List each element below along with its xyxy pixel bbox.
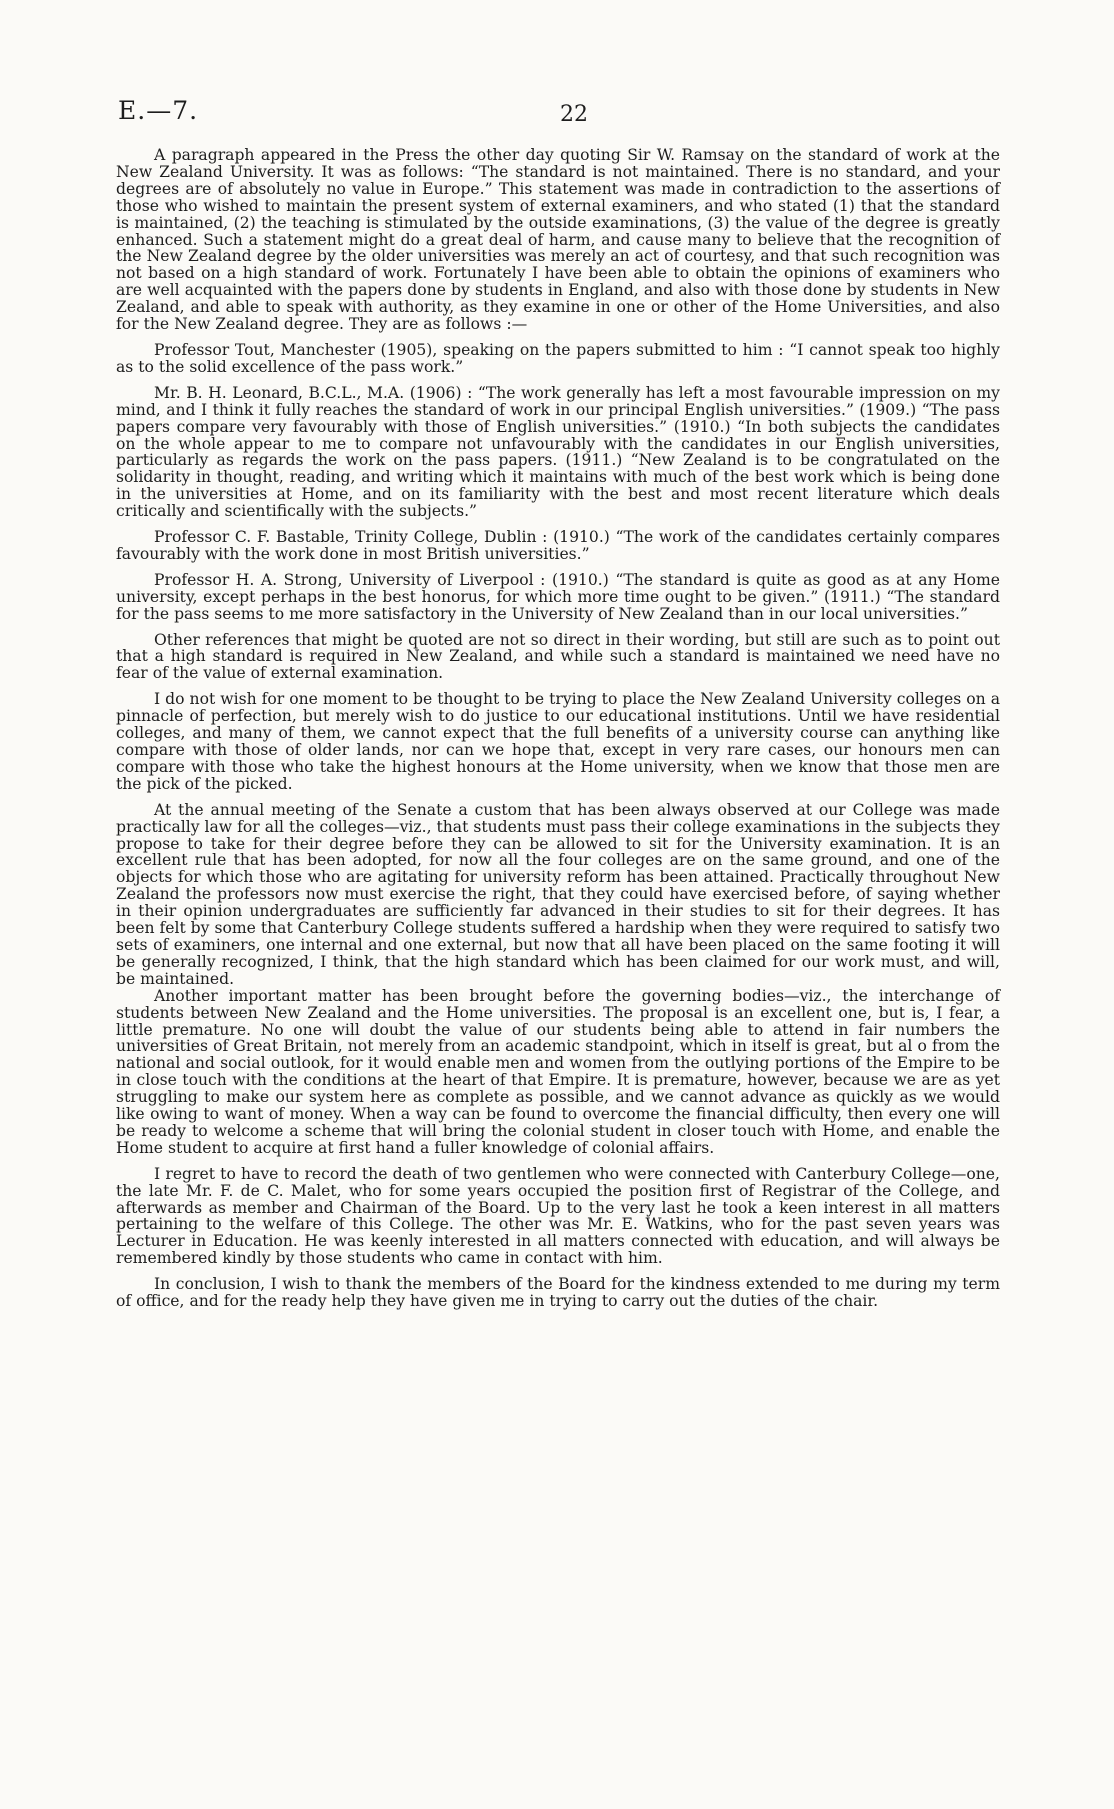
paragraph-ramsay-quote: A paragraph appeared in the Press the other day quoting Sir W. Ramsay on the standard of work at the New Zealand University. It was as follows: “The standard is not maintained. There is no standard, and your degrees are of absolutely no value in Europe.” This statement was made in contradiction to the assertions of those who wished to maintain the present system of external examiners, and who stated (1) that the standard is maintained, (2) the teaching is stimulated by the outside examinations, (3) the value of the degree is greatly enhanced. Such a statement might do a great deal of harm, and cause many to believe that the recognition of the New Zealand degree by the older universities was merely an act of courtesy, and that such recognition was not based on a high standard of work. Fortunately I have been able to obtain the opinions of examiners who are well acquainted with the papers done by students in England, and also with those done by students in New Zealand, and able to speak with authority, as they examine in one or other of the Home Universities, and also for the New Zealand degree. They are as follows :— xyxy=(116,146,1000,334)
report-body xyxy=(116,147,1000,1319)
paragraph-residential-colleges: I do not wish for one moment to be thought to be trying to place the New Zealand University colleges on a pinnacle of perfection, but merely wish to do justice to our educational institutions. Until we have residential colleges, and many of them, we cannot expect that the full benefits of a university course can anything like compare with those of older lands, nor can we hope that, except in very rare cases, our honours men can compare with those who take the highest honours at the Home university, when we know that those men are the pick of the picked. xyxy=(116,690,1000,793)
paragraph-conclusion: In conclusion, I wish to thank the members of the Board for the kindness extended to me during my term of office, and for the ready help they have given me in trying to carry out the duties of the chair. xyxy=(116,1275,1000,1311)
paragraph-professor-strong: Professor H. A. Strong, University of Liverpool : (1910.) “The standard is quite as good as at any Home university, except perhaps in the best honorus, for which more time ought to be given.” (1911.) “The standard for the pass seems to me more satisfactory in the University of New Zealand than in our local universities.” xyxy=(116,570,1000,623)
paragraph-professor-tout: Professor Tout, Manchester (1905), speaking on the papers submitted to him : “I cannot speak too highly as to the solid excellence of the pass work.” xyxy=(116,340,1000,376)
page-number: 22 xyxy=(560,102,588,127)
paragraph-student-interchange: Another important matter has been brought before the governing bodies—viz., the interchange of students between New Zealand and the Home universities. The proposal is an excellent one, but is, I fear, a little premature. No one will doubt the value of our students being able to attend in fair numbers the universities of Great Britain, not merely from an academic standpoint, which in itself is great, but al o from the national and social outlook, for it would enable men and women from the outlying portions of the Empire to be in close touch with the conditions at the heart of that Empire. It is premature, however, because we are as yet struggling to make our system here as complete as possible, and we cannot advance as quickly as we would like owing to want of money. When a way can be found to overcome the financial difficulty, then every one will be ready to welcome a scheme that will bring the colonial student in closer touch with Home, and enable the Home student to acquire at first hand a fuller knowledge of colonial affairs. xyxy=(116,986,1000,1157)
paragraph-senate-meeting: At the annual meeting of the Senate a custom that has been always observed at our College was made practically law for all the colleges—viz., that students must pass their college examinations in the subjects they propose to take for their degree before they can be allowed to sit for the University examination. It is an excellent rule that has been adopted, for now all the four colleges are on the same ground, and one of the objects for which those who are agitating for university reform has been attained. Practically throughout New Zealand the professors now must exercise the right, that they could have exercised before, of saying whether in their opinion undergraduates are sufficiently far advanced in their studies to sit for their degrees. It has been felt by some that Canterbury College students suffered a hardship when they were required to satisfy two sets of examiners, one internal and one external, but now that all have been placed on the same footing it will be generally recognized, I think, that the high standard which has been claimed for our work must, and will, be maintained. xyxy=(116,800,1000,988)
paragraph-other-references: Other references that might be quoted are not so direct in their wording, but still are such as to point out that a high standard is required in New Zealand, and while such a standard is maintained we need have no fear of the value of external examination. xyxy=(116,630,1000,683)
paragraph-mr-leonard: Mr. B. H. Leonard, B.C.L., M.A. (1906) : “The work generally has left a most favourable impression on my mind, and I think it fully reaches the standard of work in our principal English universities.” (1909.) “The pass papers compare very favourably with those of English universities.” (1910.) “In both subjects the candidates on the whole appear to me to compare not unfavourably with the candidates in our English universities, particularly as regards the work on the pass papers. (1911.) “New Zealand is to be congratulated on the solidarity in thought, reading, and writing which it maintains with much of the best work which is being done in the universities at Home, and on its familiarity with the best and most recent literature which deals critically and scientifically with the subjects.” xyxy=(116,383,1000,521)
document-reference: E.—7. xyxy=(118,96,199,125)
paragraph-professor-bastable: Professor C. F. Bastable, Trinity College, Dublin : (1910.) “The work of the candidates certainly compares favourably with the work done in most British universities.” xyxy=(116,528,1000,563)
paragraph-obituaries: I regret to have to record the death of two gentlemen who were connected with Canterbury College—one, the late Mr. F. de C. Malet, who for some years occupied the position first of Registrar of the College, and afterwards as member and Chairman of the Board. Up to the very last he took a keen interest in all matters pertaining to the welfare of this College. The other was Mr. E. Watkins, who for the past seven years was Lecturer in Education. He was keenly interested in all matters connected with education, and will always be remembered kindly by those students who came in contact with him. xyxy=(116,1164,1000,1268)
